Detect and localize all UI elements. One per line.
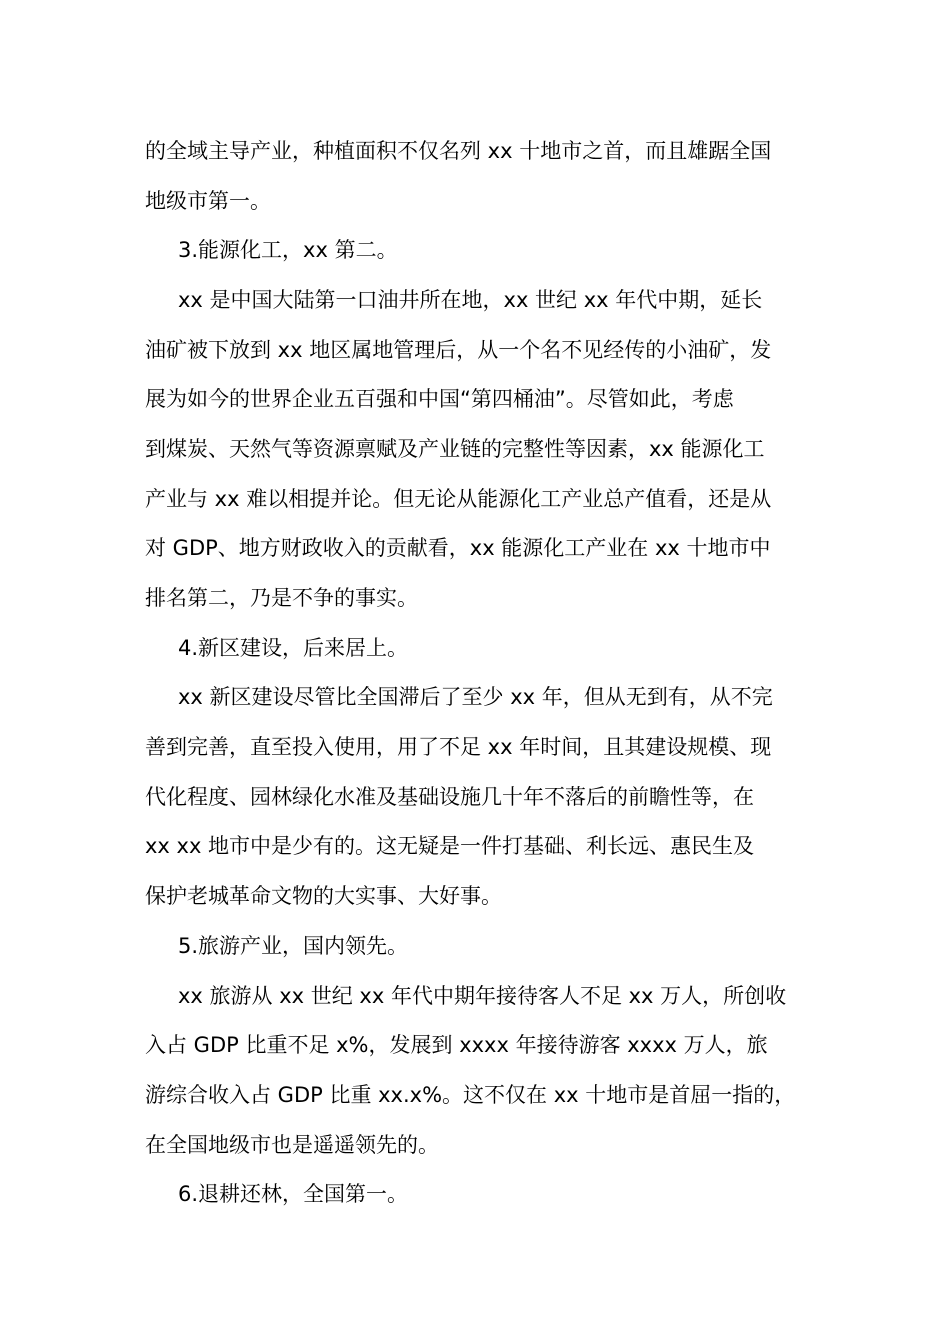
section-heading: 6.退耕还林，全国第一。 bbox=[178, 1182, 409, 1206]
text-line: 游综合收入占 GDP 比重 xx.x%。这不仅在 xx 十地市是首屈一指的， bbox=[145, 1083, 796, 1107]
section-heading: 3.能源化工，xx 第二。 bbox=[178, 238, 398, 262]
text-line: 到煤炭、天然气等资源禀赋及产业链的完整性等因素，xx 能源化工 bbox=[145, 437, 765, 461]
section-heading: 4.新区建设，后来居上。 bbox=[178, 636, 409, 660]
text-line: 产业与 xx 难以相提并论。但无论从能源化工产业总产值看，还是从 bbox=[145, 487, 772, 511]
text-line: 展为如今的世界企业五百强和中国“第四桶油”。尽管如此，考虑 bbox=[145, 387, 734, 411]
text-line: 地级市第一。 bbox=[145, 189, 271, 213]
text-line: xx 是中国大陆第一口油井所在地，xx 世纪 xx 年代中期，延长 bbox=[178, 288, 763, 312]
text-line: 油矿被下放到 xx 地区属地管理后，从一个名不见经传的小油矿，发 bbox=[145, 338, 772, 362]
text-line: 的全域主导产业，种植面积不仅名列 xx 十地市之首，而且雄踞全国 bbox=[145, 139, 772, 163]
text-line: 保护老城革命文物的大实事、大好事。 bbox=[145, 884, 502, 908]
text-line: xx 新区建设尽管比全国滞后了至少 xx 年，但从无到有，从不完 bbox=[178, 685, 773, 709]
text-line: 代化程度、园林绿化水准及基础设施几十年不落后的前瞻性等，在 bbox=[145, 785, 754, 809]
text-line: 排名第二，乃是不争的事实。 bbox=[145, 586, 418, 610]
text-line: 在全国地级市也是遥遥领先的。 bbox=[145, 1133, 439, 1157]
text-line: 入占 GDP 比重不足 x%，发展到 xxxx 年接待游客 xxxx 万人，旅 bbox=[145, 1033, 768, 1057]
text-line: xx xx 地市中是少有的。这无疑是一件打基础、利长远、惠民生及 bbox=[145, 834, 755, 858]
text-line: xx 旅游从 xx 世纪 xx 年代中期年接待客人不足 xx 万人，所创收 bbox=[178, 984, 787, 1008]
text-line: 对 GDP、地方财政收入的贡献看，xx 能源化工产业在 xx 十地市中 bbox=[145, 536, 771, 560]
text-line: 善到完善，直至投入使用，用了不足 xx 年时间，且其建设规模、现 bbox=[145, 735, 772, 759]
section-heading: 5.旅游产业，国内领先。 bbox=[178, 934, 409, 958]
